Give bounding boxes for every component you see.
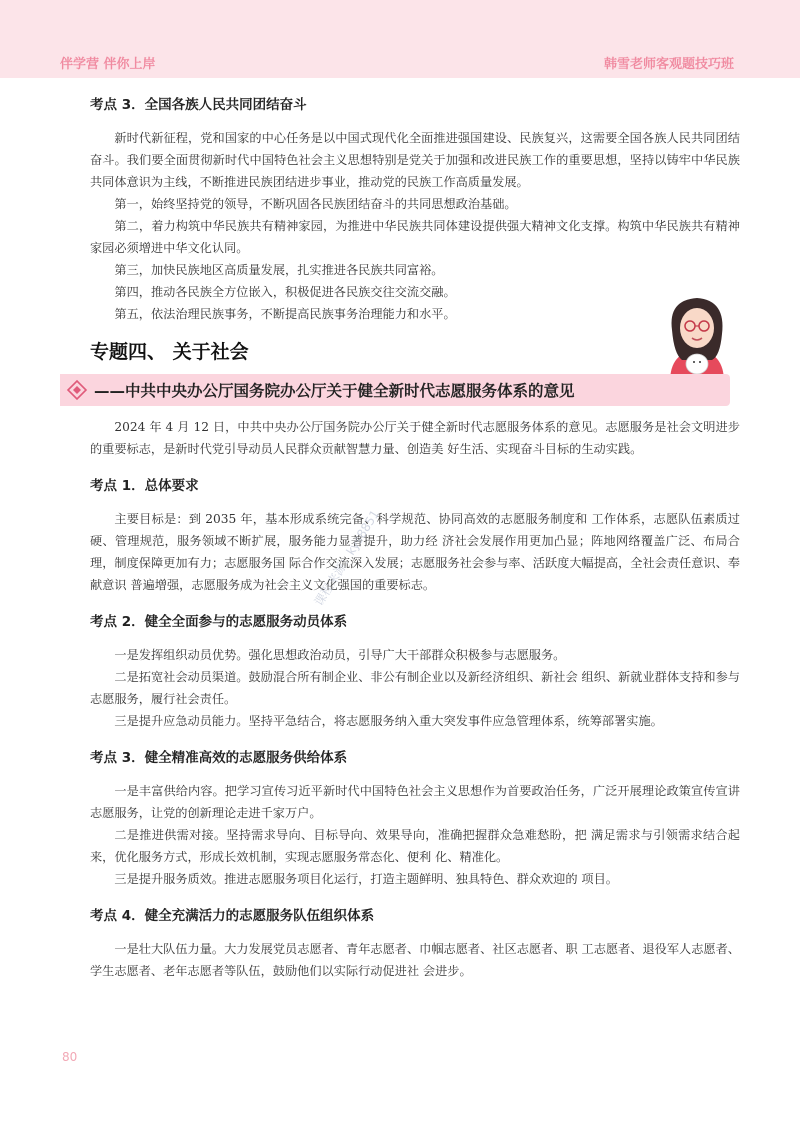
document-title-banner (60, 374, 730, 406)
intro-paragraph: 2024 年 4 月 12 日，中共中央办公厅国务院办公厅关于健全新时代志愿服务体系的意见。志愿服务是社会文明进步的重要标志，是新时代党引导动员人民群众贡献智慧力量、创造美 好生活、实现奋斗目标的生动实践。 (90, 420, 740, 456)
paragraph: 二是拓宽社会动员渠道。鼓励混合所有制企业、非公有制企业以及新经济组织、新社会 组织、新就业群体支持和参与志愿服务，履行社会责任。 (90, 670, 740, 706)
header-course-title: 韩雪老师客观题技巧班 (603, 57, 734, 72)
watermark-text: 课程来源：kys8851 (311, 507, 383, 609)
diamond-ornament-icon (66, 379, 88, 401)
point-heading: 考点 1．总体要求 (90, 478, 199, 494)
point-heading: 考点 4．健全充满活力的志愿服务队伍组织体系 (90, 908, 375, 924)
paragraph: 第三，加快民族地区高质量发展，扎实推进各民族共同富裕。 (114, 263, 444, 277)
paragraph: 一是发挥组织动员优势。强化思想政治动员，引导广大干部群众积极参与志愿服务。 (114, 648, 566, 662)
paragraph: 三是提升应急动员能力。坚持平急结合，将志愿服务纳入重大突发事件应急管理体系，统筹部署实施。 (114, 714, 663, 728)
point-heading: 考点 2．健全全面参与的志愿服务动员体系 (90, 614, 348, 630)
paragraph: 主要目标是：到 2035 年，基本形成系统完备、科学规范、协同高效的志愿服务制度和 工作体系，志愿队伍素质过硬、管理规范，服务领域不断扩展，服务能力显著提升，助力经 济社会发展作用更加凸显；阵地网络覆盖广泛、布局合理，制度保障更加有力；志愿服务国 际合作交流深入发展；志愿服务社会参与率、活跃度大幅提高，全社会责任意识、奉献意识 普遍增强，志愿服务成为社会主义文化强国的重要标志。 (90, 512, 740, 592)
page-content (90, 93, 740, 982)
paragraph: 第四，推动各民族全方位嵌入，积极促进各民族交往交流交融。 (114, 285, 456, 299)
paragraph: 第五，依法治理民族事务，不断提高民族事务治理能力和水平。 (114, 307, 456, 321)
paragraph: 第二，着力构筑中华民族共有精神家园，为推进中华民族共同体建设提供强大精神文化支撑。构筑中华民族共有精神家园必须增进中华文化认同。 (90, 219, 740, 255)
paragraph: 新时代新征程，党和国家的中心任务是以中国式现代化全面推进强国建设、民族复兴，这需要全国各族人民共同团结奋斗。我们要全面贯彻新时代中国特色社会主义思想特别是党关于加强和改进民族工作的重要思想，坚持以铸牢中华民族共同体意识为主线，不断推进民族团结进步事业，推动党的民族工作高质量发展。 (90, 131, 740, 189)
document-title: ——中共中央办公厅国务院办公厅关于健全新时代志愿服务体系的意见 (94, 382, 575, 400)
section-heading: 考点 3．全国各族人民共同团结奋斗 (90, 97, 307, 113)
page-number: 80 (62, 1050, 78, 1064)
header-brand: 伴学营 伴你上岸 (60, 57, 156, 72)
topic-title: 专题四、 关于社会 (90, 341, 249, 363)
paragraph: 一是壮大队伍力量。大力发展党员志愿者、青年志愿者、巾帼志愿者、社区志愿者、职 工志愿者、退役军人志愿者、学生志愿者、老年志愿者等队伍，鼓励他们以实际行动促进社 会进步。 (90, 942, 740, 978)
paragraph: 第一，始终坚持党的领导，不断巩固各民族团结奋斗的共同思想政治基础。 (114, 197, 517, 211)
page-header (0, 0, 800, 78)
paragraph: 三是提升服务质效。推进志愿服务项目化运行，打造主题鲜明、独具特色、群众欢迎的 项目。 (114, 872, 618, 886)
paragraph: 二是推进供需对接。坚持需求导向、目标导向、效果导向，准确把握群众急难愁盼，把 满足需求与引领需求结合起来，优化服务方式，形成长效机制，实现志愿服务常态化、便利 化、精准化。 (90, 828, 740, 864)
point-heading: 考点 3．健全精准高效的志愿服务供给体系 (90, 750, 348, 766)
paragraph: 一是丰富供给内容。把学习宣传习近平新时代中国特色社会主义思想作为首要政治任务，广泛开展理论政策宣传宣讲志愿服务，让党的创新理论走进千家万户。 (90, 784, 740, 820)
